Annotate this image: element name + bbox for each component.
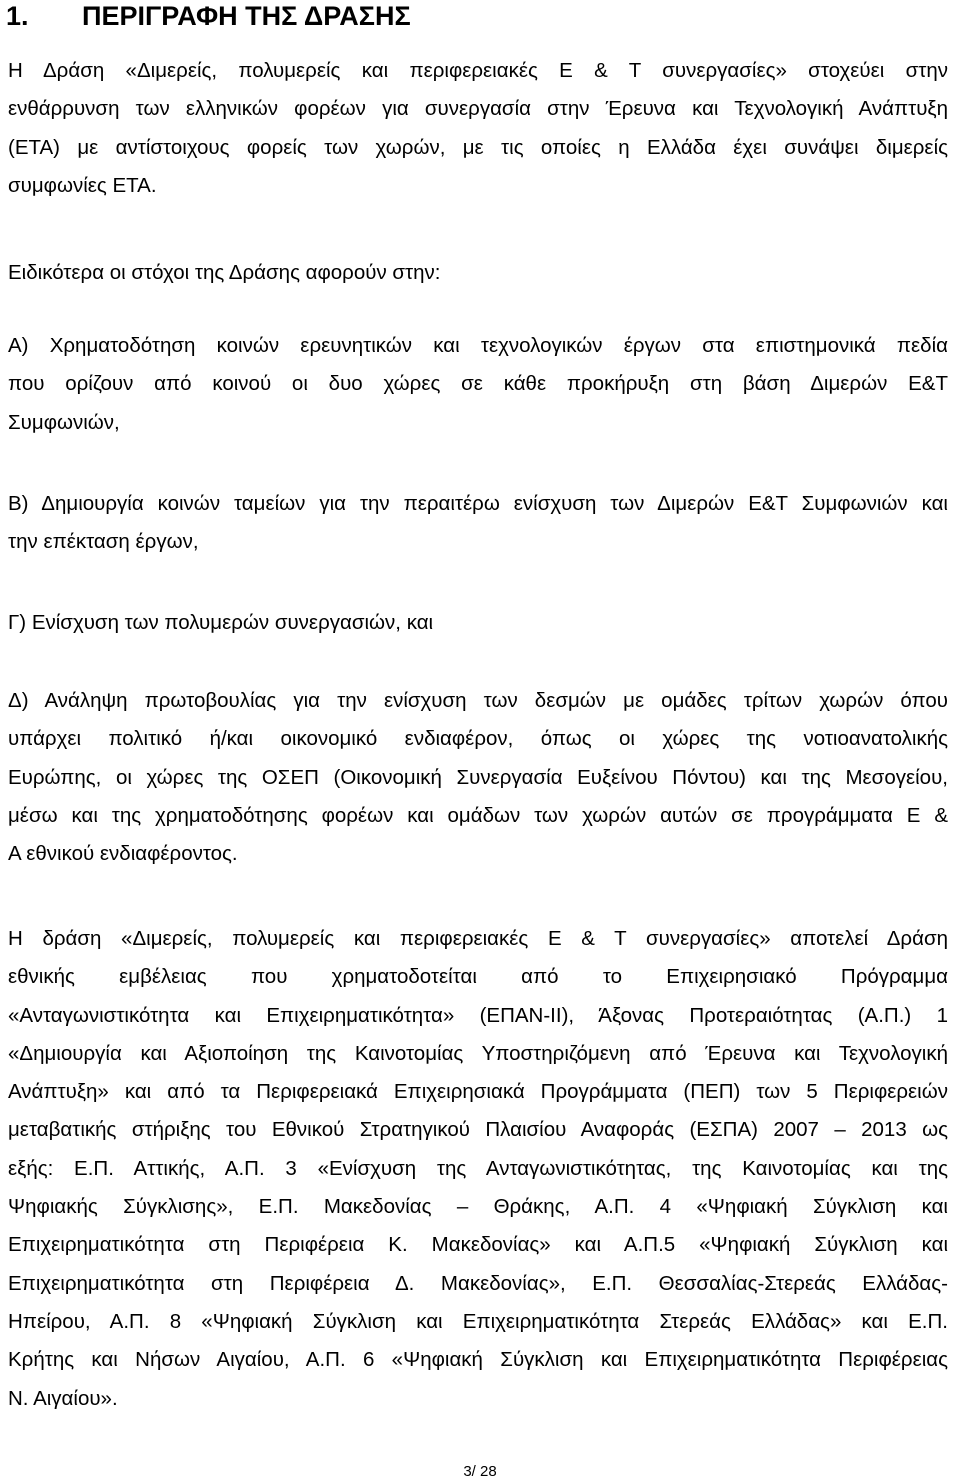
text-line: Ευρώπης, οι χώρες της ΟΣΕΠ (Οικονομική Συνεργασία Ευξείνου Πόντου) και της Μεσογείου,: [8, 765, 948, 789]
text-line: Επιχειρηματικότητα στη Περιφέρεια Κ. Μακεδονίας» και Α.Π.5 «Ψηφιακή Σύγκλιση και: [8, 1233, 948, 1257]
text-line: Συμφωνιών,: [8, 410, 120, 434]
text-line: υπάρχει πολιτικό ή/και οικονομικό ενδιαφέρον, όπως οι χώρες της νοτιοανατολικής: [8, 727, 948, 751]
text-line: Ν. Αιγαίου».: [8, 1386, 118, 1410]
text-line: Επιχειρηματικότητα στη Περιφέρεια Δ. Μακεδονίας», Ε.Π. Θεσσαλίας-Στερεάς Ελλάδας-: [8, 1271, 948, 1295]
text-line: Η Δράση «Διμερείς, πολυμερείς και περιφερειακές Ε & Τ συνεργασίες» στοχεύει στην: [8, 59, 948, 82]
section-number: 1.: [6, 1, 29, 31]
text-line: μεταβατικής στήριξης του Εθνικού Στρατηγικού Πλαισίου Αναφοράς (ΕΣΠΑ) 2007 – 2013 ως: [8, 1118, 948, 1142]
text-line: ενθάρρυνση των ελληνικών φορέων για συνεργασία στην Έρευνα και Τεχνολογική Ανάπτυξη: [8, 97, 948, 121]
text-line: Ανάπτυξη» και από τα Περιφερειακά Επιχειρησιακά Προγράμματα (ΠΕΠ) των 5 Περιφερειών: [8, 1080, 948, 1104]
text-line: Η δράση «Διμερείς, πολυμερείς και περιφερειακές Ε & Τ συνεργασίες» αποτελεί Δράση: [8, 927, 948, 950]
text-line: Β) Δημιουργία κοινών ταμείων για την περαιτέρω ενίσχυση των Διμερών Ε&Τ Συμφωνιών και: [8, 492, 948, 515]
text-line: «Ανταγωνιστικότητα και Επιχειρηματικότητα» (ΕΠΑΝ-ΙΙ), Άξονας Προτεραιότητας (Α.Π.) 1: [8, 1003, 948, 1027]
text-line: εθνικής εμβέλειας που χρηματοδοτείται από το Επιχειρησιακό Πρόγραμμα: [8, 965, 948, 989]
section-title: ΠΕΡΙΓΡΑΦΗ ΤΗΣ ΔΡΑΣΗΣ: [82, 1, 411, 31]
objective-b-paragraph: [8, 485, 948, 562]
text-line: Ειδικότερα οι στόχοι της Δράσης αφορούν στην:: [8, 261, 441, 284]
text-line: την επέκταση έργων,: [8, 530, 199, 554]
intro-paragraph: [8, 52, 948, 205]
text-line: Ψηφιακής Σύγκλισης», Ε.Π. Μακεδονίας – Θράκης, Α.Π. 4 «Ψηφιακή Σύγκλιση και: [8, 1195, 948, 1219]
text-line: μέσω και της χρηματοδότησης φορέων και ομάδων των χωρών αυτών σε προγράμματα Ε &: [8, 803, 948, 827]
text-line: συμφωνίες ΕΤΑ.: [8, 173, 157, 197]
text-line: Α εθνικού ενδιαφέροντος.: [8, 842, 238, 866]
objective-a-paragraph: [8, 327, 948, 442]
text-line: (ΕΤΑ) με αντίστοιχους φορείς των χωρών, με τις οποίες η Ελλάδα έχει συνάψει διμερείς: [8, 135, 948, 159]
text-line: που ορίζουν από κοινού οι δυο χώρες σε κάθε προκήρυξη στη βάση Διμερών Ε&Τ: [8, 372, 948, 396]
text-line: Γ) Ενίσχυση των πολυμερών συνεργασιών, και: [8, 611, 434, 634]
text-line: Α) Χρηματοδότηση κοινών ερευνητικών και τεχνολογικών έργων στα επιστημονικά πεδία: [8, 334, 948, 357]
text-line: Ηπείρου, Α.Π. 8 «Ψηφιακή Σύγκλιση και Επιχειρηματικότητα Στερεάς Ελλάδας» και Ε.Π.: [8, 1309, 948, 1333]
section-heading: [6, 0, 411, 32]
text-line: «Δημιουργία και Αξιοποίηση της Καινοτομίας Υποστηριζόμενη από Έρευνα και Τεχνολογική: [8, 1041, 948, 1065]
text-line: εξής: Ε.Π. Αττικής, Α.Π. 3 «Ενίσχυση της Ανταγωνιστικότητας, της Καινοτομίας και της: [8, 1156, 948, 1180]
objective-c-paragraph: [8, 604, 948, 642]
funding-paragraph: [8, 920, 948, 1418]
objectives-intro-paragraph: [8, 254, 948, 292]
text-line: Κρήτης και Νήσων Αιγαίου, Α.Π. 6 «Ψηφιακή Σύγκλιση και Επιχειρηματικότητα Περιφέρειας: [8, 1348, 948, 1372]
page-number: 3/ 28: [463, 1463, 497, 1480]
text-line: Δ) Ανάληψη πρωτοβουλίας για την ενίσχυση των δεσμών με ομάδες τρίτων χωρών όπου: [8, 689, 948, 712]
objective-d-paragraph: [8, 682, 948, 873]
